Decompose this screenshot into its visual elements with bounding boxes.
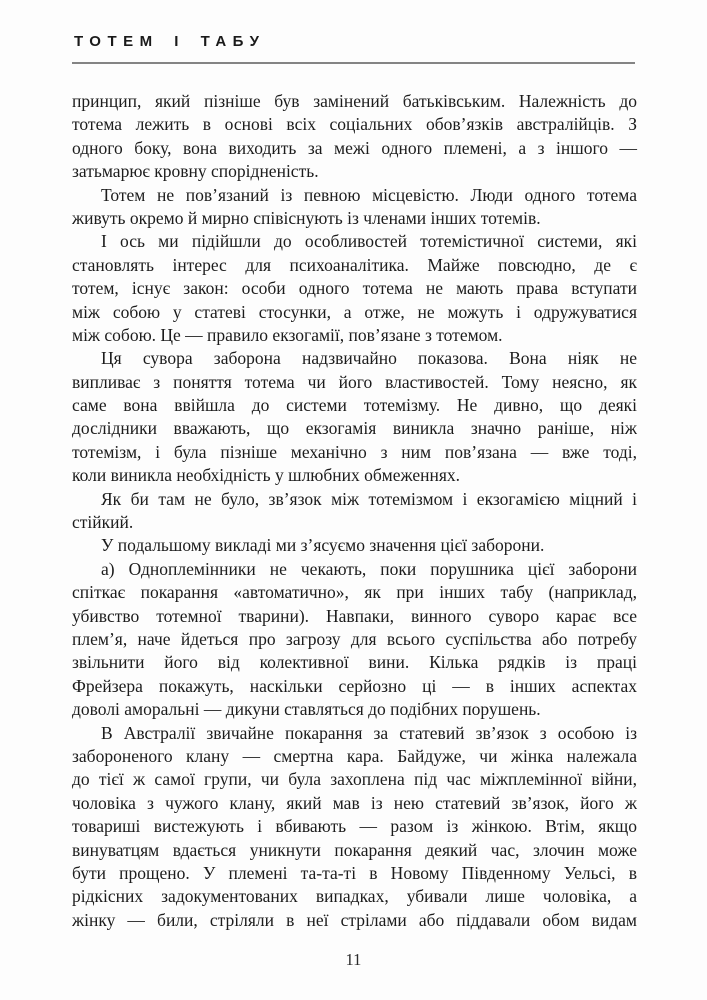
- page-number: 11: [345, 950, 362, 969]
- text-line: одного боку, вона виходить за межі одного племені, а з іншого —: [72, 137, 637, 158]
- text-line: Як би там не було, зв’язок між тотемізмом і екзогамією міцний і: [101, 488, 637, 509]
- text-line: принцип, який пізніше був замінений батьківським. Належність до: [72, 91, 637, 111]
- text-line: Тотем не пов’язаний із певною місцевістю. Люди одного тотема: [101, 184, 637, 205]
- text-line: випливає з поняття тотема чи його властивостей. Тому неясно, як: [72, 371, 637, 392]
- text-line: тотемізм, і була пізніше механічно з ним пов’язана — вже тоді,: [72, 441, 637, 462]
- text-line: звільнити його від колективної вини. Кілька рядків із праці: [72, 652, 637, 673]
- text-line: рідкісних задокументованих випадках, убивали лише чоловіка, а: [72, 886, 637, 907]
- text-line: В Австралії звичайне покарання за статевий зв’язок з особою із: [101, 722, 637, 743]
- text-line: живуть окремо й мирно співіснують із членами інших тотемів.: [72, 207, 541, 228]
- text-line: Ця сувора заборона надзвичайно показова. Вона ніяк не: [101, 348, 637, 369]
- text-line: убивство тотемної тварини). Навпаки, винного суворо карає все: [72, 605, 637, 626]
- paragraph: [72, 722, 637, 933]
- text-line: жінку — били, стріляли в неї стрілами або піддавали обом видам: [72, 909, 637, 930]
- text-line: І ось ми підійшли до особливостей тотемістичної системи, які: [101, 231, 637, 252]
- text-line: винуватцям вдається уникнути покарання деякий час, злочин може: [72, 839, 637, 860]
- text-line: тотема лежить в основі всіх соціальних обов’язків австралійців. З: [72, 114, 637, 135]
- paragraph: [72, 347, 637, 487]
- text-line: У подальшому викладі ми з’ясуємо значення цієї заборони.: [101, 535, 545, 556]
- text-line: товариші вистежують і вбивають — разом із жінкою. Втім, якщо: [72, 816, 637, 837]
- text-line: забороненого клану — смертна кара. Байдуже, чи жінка належала: [72, 745, 637, 766]
- text-line: між собою. Це — правило екзогамії, пов’язане з тотемом.: [72, 324, 503, 345]
- text-line: спіткає покарання «автоматично», як при інших табу (наприклад,: [72, 582, 637, 603]
- text-line: доволі аморальні — дикуни ставляться до подібних порушень.: [72, 699, 541, 720]
- paragraph: [72, 558, 637, 722]
- text-line: затьмарює кровну спорідненість.: [72, 161, 319, 182]
- paragraph: [72, 534, 637, 557]
- paragraph: [72, 230, 637, 347]
- text-line: стійкий.: [72, 512, 134, 533]
- paragraph: [72, 488, 637, 535]
- paragraph: [72, 90, 637, 184]
- text-line: між собою у статеві стосунки, а отже, не можуть і одружуватися: [72, 301, 637, 322]
- text-line: чоловіка з чужого клану, який мав із нею статевий зв’язок, його ж: [72, 792, 637, 813]
- text-line: Фрейзера покажуть, наскільки серйозно ці — в інших аспектах: [72, 675, 637, 696]
- text-line: дослідники вважають, що екзогамія виникла значно раніше, ніж: [72, 418, 637, 439]
- text-line: плем’я, наче йдеться про загрозу для всього суспільства або потребу: [72, 628, 637, 649]
- text-line: до тієї ж самої групи, чи була захоплена під час міжплемінної війни,: [72, 769, 637, 790]
- header-rule: [72, 62, 635, 64]
- text-line: бути прощено. У племені та-та-ті в Новому Південному Уельсі, в: [72, 862, 637, 883]
- text-line: саме вона ввійшла до системи тотемізму. Не дивно, що деякі: [72, 395, 637, 416]
- paragraph: [72, 184, 637, 231]
- text-line: тотем, існує закон: особи одного тотема не мають права вступати: [72, 278, 637, 299]
- text-line: становлять інтерес для психоаналітика. Майже повсюдно, де є: [72, 254, 637, 275]
- running-header-title: ТОТЕМ І ТАБУ: [74, 33, 266, 50]
- text-line: а) Одноплемінники не чекають, поки порушника цієї заборони: [101, 558, 637, 579]
- page-body-text: [72, 90, 637, 932]
- text-line: коли виникла необхідність у шлюбних обмеженнях.: [72, 465, 460, 486]
